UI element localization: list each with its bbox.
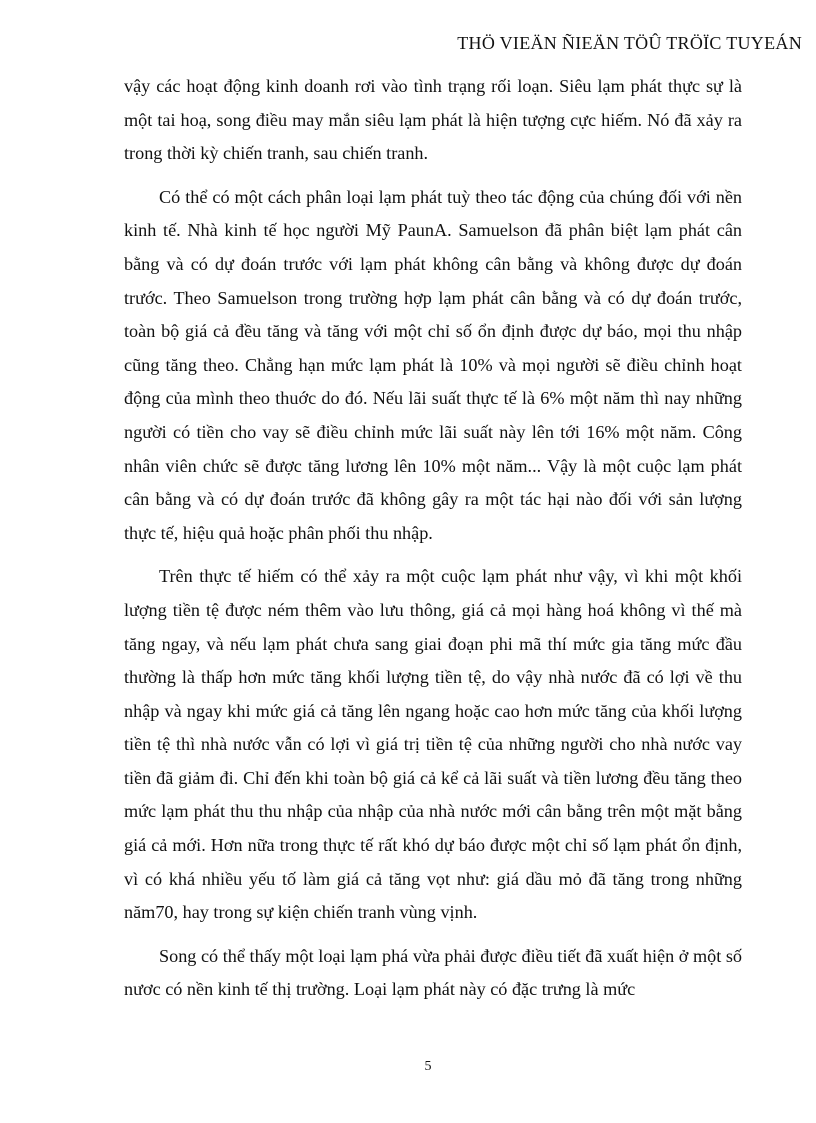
paragraph-classification: Có thể có một cách phân loại lạm phát tuỳ theo tác động của chúng đối với nền kinh tế. Nhà kinh tế học người Mỹ PaunA. Samuelson đã phân biệt lạm phát cân bằng và có dự đoán trước với lạm phát không cân bằng và không được dự đoán trước. Theo Samuelson trong trường hợp lạm phát cân bằng và có dự đoán trước, toàn bộ giá cả đều tăng và tăng với một chỉ số ổn định được dự báo, mọi thu nhập cũng tăng theo. Chẳng hạn mức lạm phát là 10% và mọi người sẽ điều chỉnh hoạt động của mình theo thuớc do đó. Nếu lãi suất thực tế là 6% một năm thì nay những người có tiền cho vay sẽ điều chỉnh mức lãi suất này lên tới 16% một năm. Công nhân viên chức sẽ được tăng lương lên 10% một năm... Vậy là một cuộc lạm phát cân bằng và có dự đoán trước đã không gây ra một tác hại nào đối với sản lượng thực tế, hiệu quả hoặc phân phối thu nhập. — [124, 186, 742, 543]
paragraph-continuation: vậy các hoạt động kinh doanh rơi vào tình trạng rối loạn. Siêu lạm phát thực sự là một tai hoạ, song điều may mắn siêu lạm phát là hiện tượng cực hiếm. Nó đã xảy ra trong thời kỳ chiến tranh, sau chiến tranh. — [124, 76, 742, 164]
page-number: 5 — [424, 1059, 432, 1074]
document-body — [124, 70, 742, 1007]
running-header: THÖ VIEÄN ÑIEÄN TÖÛ TRÖÏC TUYEÁN — [457, 33, 802, 53]
paragraph-moderate-inflation: Song có thể thấy một loại lạm phá vừa phải được điều tiết đã xuất hiện ở một số nươc có nền kinh tế thị trường. Loại lạm phát này có đặc trưng là mức — [124, 945, 742, 1000]
paragraph-reality: Trên thực tế hiếm có thể xảy ra một cuộc lạm phát như vậy, vì khi một khối lượng tiền tệ được ném thêm vào lưu thông, giá cả mọi hàng hoá không vì thế mà tăng ngay, và nếu lạm phát chưa sang giai đoạn phi mã thí mức gia tăng mức đầu thường là thấp hơn mức tăng khối lượng tiền tệ, do vậy nhà nước đã có lợi về thu nhập và ngay khi mức giá cả tăng lên ngang hoặc cao hơn mức tăng của khối lượng tiền tệ thì nhà nước vẫn có lợi vì giá trị tiền tệ của những người cho nhà nước vay tiền đã giảm đi. Chỉ đến khi toàn bộ giá cả kể cả lãi suất và tiền lương đều tăng theo mức lạm phát thu thu nhập của nhập của nhà nước mới cân bằng trên một mặt bằng giá cả mới. Hơn nữa trong thực tế rất khó dự báo được một chỉ số lạm phát ổn định, vì có khá nhiều yếu tố làm giá cả tăng vọt như: giá dầu mỏ đã tăng trong những năm70, hay trong sự kiện chiến tranh vùng vịnh. — [124, 566, 742, 923]
